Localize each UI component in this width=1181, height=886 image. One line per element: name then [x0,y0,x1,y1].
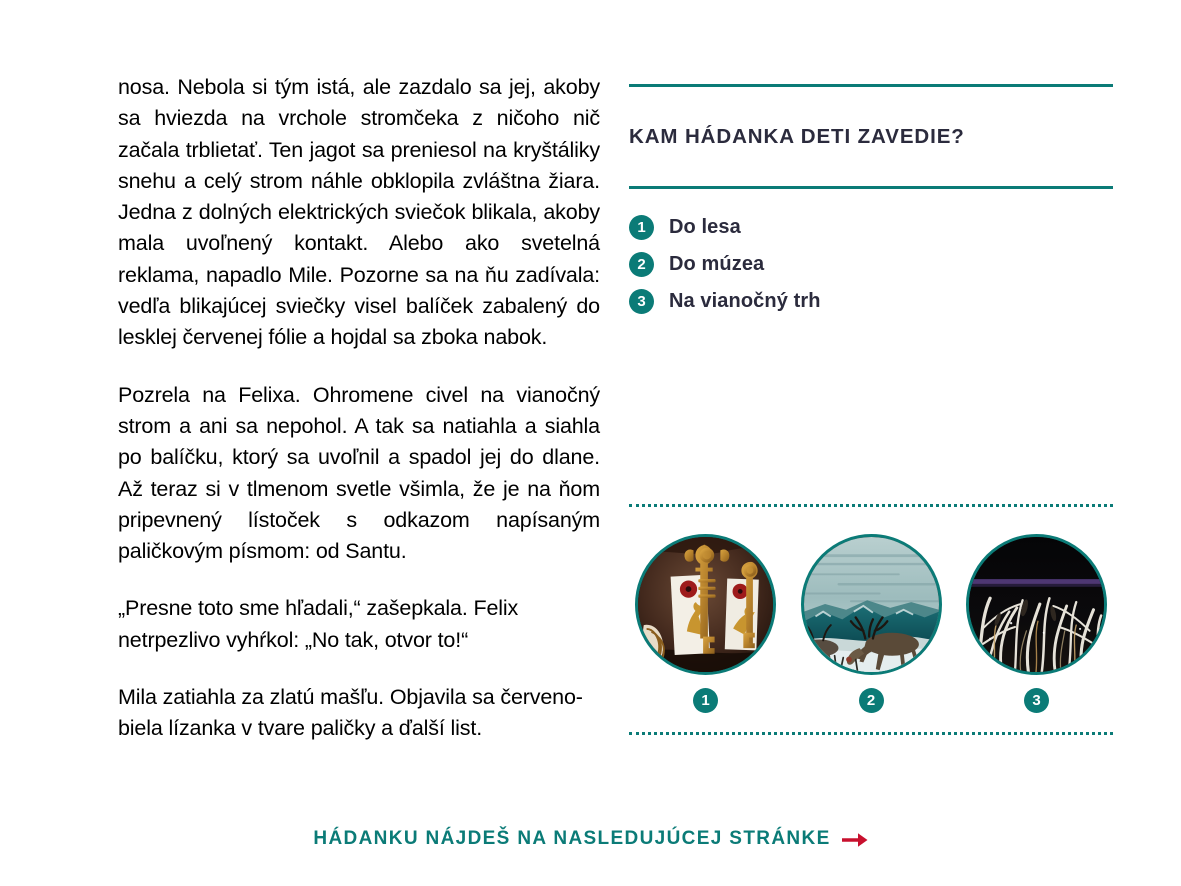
photo-keys-image [635,534,776,675]
footer-text: HÁDANKU NÁJDEŠ NA NASLEDUJÚCEJ STRÁNKE [313,828,831,849]
option-label: Do lesa [669,215,741,238]
photo-frosted-grass-image [966,534,1107,675]
photo-caption-number: 1 [693,688,718,713]
quiz-panel [629,84,1113,314]
quiz-option-3[interactable] [629,289,1113,314]
quiz-options-list [629,189,1113,314]
story-paragraph: Mila zatiahla za zlatú mašľu. Objavila sa červeno-biela lízanka v tvare paličky a ďalší list. [118,685,583,741]
photo-caption-number: 2 [859,688,884,713]
option-number-badge: 2 [629,252,654,277]
story-column [118,72,600,745]
option-number-badge: 3 [629,289,654,314]
quiz-option-2[interactable] [629,252,1113,277]
photos-row [629,507,1113,713]
photo-reindeer-image [801,534,942,675]
story-paragraph: Pozrela na Felixa. Ohromene civel na vianočný strom a ani sa nepohol. A tak sa natiahla a siahla po balíčku, ktorý sa uvoľnil a spadol jej do dlane. Až teraz si v tlmenom svetle všimla, že je na ňom pripevnený lístoček s odkazom napísaným paličkovým písmom: od Santu. [118,382,600,564]
arrow-right-icon [842,832,868,848]
quiz-heading: KAM HÁDANKA DETI ZAVEDIE? [629,125,965,148]
quiz-option-1[interactable] [629,215,1113,240]
footer-callout[interactable] [0,828,1181,850]
story-paragraph: „Presne toto sme hľadali,“ zašepkala. Felix netrpezlivo vyhŕkol: „No tak, otvor to!“ [118,596,519,652]
option-label: Na vianočný trh [669,289,821,312]
photo-cell-3[interactable] [964,534,1109,713]
photo-caption-number: 3 [1024,688,1049,713]
option-label: Do múzea [669,252,765,275]
photo-cell-1[interactable] [633,534,778,713]
dotted-divider-bottom [629,732,1113,735]
story-paragraph: nosa. Nebola si tým istá, ale zazdalo sa jej, akoby sa hviezda na vrchole stromčeka z ničoho nič začala trblietať. Ten jagot sa preniesol na kryštáliky snehu a celý strom náhle obklopila zvláštna žiara. Jedna z dolných elektrických sviečok blikala, akoby mala uvoľnený kontakt. Alebo ako svetelná reklama, napadlo Mile. Pozorne sa na ňu zadívala: vedľa blikajúcej sviečky visel balíček zabalený do lesklej červenej fólie a hojdal sa zboka nabok. [118,75,600,350]
option-number-badge: 1 [629,215,654,240]
photo-strip [629,504,1113,735]
photo-cell-2[interactable] [799,534,944,713]
